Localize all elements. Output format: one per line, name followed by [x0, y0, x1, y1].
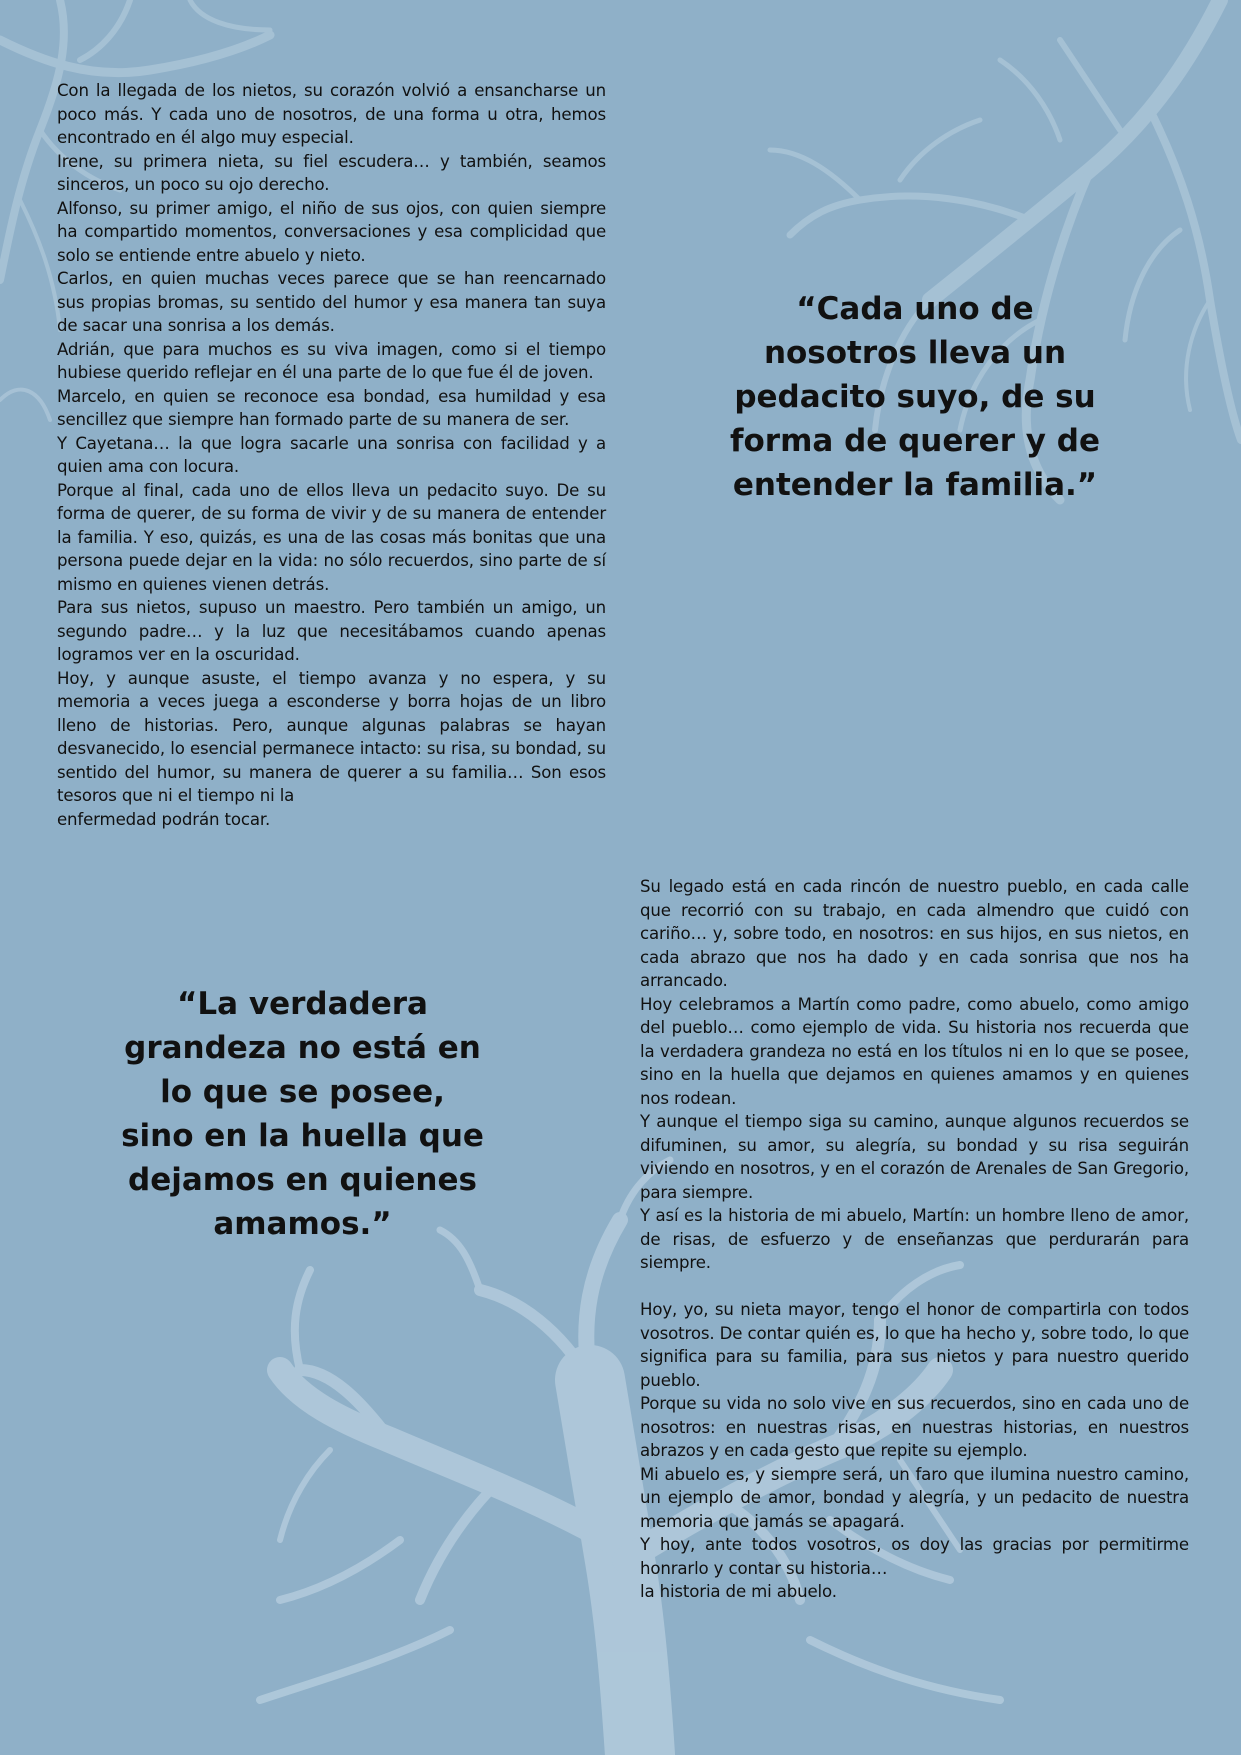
paragraph: Hoy, y aunque asuste, el tiempo avanza y no espera, y su memoria a veces juega a esconderse y borra hojas de un libro lleno de historias. Pero, aunque algunas palabras se hayan desvanecido, lo esencial permanece intacto: su risa, su bondad, su sentido del humor, su manera de querer a su familia… Son esos tesoros que ni el tiempo ni la [57, 668, 606, 805]
paragraph: la historia de mi abuelo. [640, 1582, 837, 1601]
paragraph: Con la llegada de los nietos, su corazón volvió a ensancharse un poco más. Y cada uno de nosotros, de una forma u otra, hemos encontrado en él algo muy especial. [57, 81, 606, 147]
paragraph: Carlos, en quien muchas veces parece que se han reencarnado sus propias bromas, su sentido del humor y esa manera tan suya de sacar una sonrisa a los demás. [57, 269, 606, 335]
right-text-column [640, 875, 1189, 1604]
paragraph: Hoy, yo, su nieta mayor, tengo el honor de compartirla con todos vosotros. De contar quién es, lo que ha hecho y, sobre todo, lo que significa para su familia, para sus nietos y para nuestro querido pueblo. [640, 1300, 1189, 1390]
left-text-column [57, 79, 606, 831]
paragraph: Alfonso, su primer amigo, el niño de sus ojos, con quien siempre ha compartido momentos, conversaciones y esa complicidad que solo se entiende entre abuelo y nieto. [57, 198, 606, 265]
paragraph: Marcelo, en quien se reconoce esa bondad, esa humildad y esa sencillez que siempre han formado parte de su manera de ser. [57, 386, 606, 429]
paragraph: Hoy celebramos a Martín como padre, como abuelo, como amigo del pueblo… como ejemplo de vida. Su historia nos recuerda que la verdadera grandeza no está en los títulos ni en lo que se posee, sino en la huella que dejamos en quienes amamos y en quienes nos rodean. [640, 994, 1189, 1108]
paragraph: Porque al final, cada uno de ellos lleva un pedacito suyo. De su forma de querer, de su forma de vivir y de su manera de entender la familia. Y eso, quizás, es una de las cosas más bonitas que una persona puede dejar en la vida: no sólo recuerdos, sino parte de sí mismo en quienes vienen detrás. [57, 480, 606, 594]
paragraph: enfermedad podrán tocar. [57, 809, 271, 829]
paragraph: Porque su vida no solo vive en sus recuerdos, sino en cada uno de nosotros: en nuestras risas, en nuestras historias, en nuestros abrazos y en cada gesto que repite su ejemplo. [640, 1394, 1189, 1460]
paragraph: Mi abuelo es, y siempre será, un faro que ilumina nuestro camino, un ejemplo de amor, bondad y alegría, y un pedacito de nuestra memoria que jamás se apagará. [640, 1464, 1189, 1531]
paragraph: Su legado está en cada rincón de nuestro pueblo, en cada calle que recorrió con su trabajo, en cada almendro que cuidó con cariño… y, sobre todo, en nosotros: en sus hijos, en sus nietos, en cada abrazo que nos ha dado y en cada sonrisa que nos ha arrancado. [640, 877, 1189, 990]
paragraph-gap [640, 1275, 1189, 1299]
paragraph: Y hoy, ante todos vosotros, os doy las gracias por permitirme honrarlo y contar su historia… [640, 1535, 1189, 1578]
pull-quote-bottom: “La verdadera grandeza no está en lo que se posee, sino en la huella que dejamos en quienes amamos.” [121, 986, 484, 1242]
paragraph: Y Cayetana… la que logra sacarle una sonrisa con facilidad y a quien ama con locura. [57, 433, 606, 476]
paragraph: Adrián, que para muchos es su viva imagen, como si el tiempo hubiese querido reflejar en él una parte de lo que fue él de joven. [57, 339, 606, 382]
paragraph: Para sus nietos, supuso un maestro. Pero también un amigo, un segundo padre… y la luz que necesitábamos cuando apenas logramos ver en la oscuridad. [57, 598, 606, 664]
paragraph: Irene, su primera nieta, su fiel escudera… y también, seamos sinceros, un poco su ojo derecho. [57, 151, 606, 194]
pull-quote-top: “Cada uno de nosotros lleva un pedacito suyo, de su forma de querer y de entender la familia.” [730, 291, 1100, 503]
paragraph: Y así es la historia de mi abuelo, Martín: un hombre lleno de amor, de risas, de esfuerzo y de enseñanzas que perdurarán para siempre. [640, 1206, 1189, 1272]
paragraph: Y aunque el tiempo siga su camino, aunque algunos recuerdos se difuminen, su amor, su alegría, su bondad y su risa seguirán viviendo en nosotros, y en el corazón de Arenales de San Gregorio, para siempre. [640, 1112, 1189, 1202]
